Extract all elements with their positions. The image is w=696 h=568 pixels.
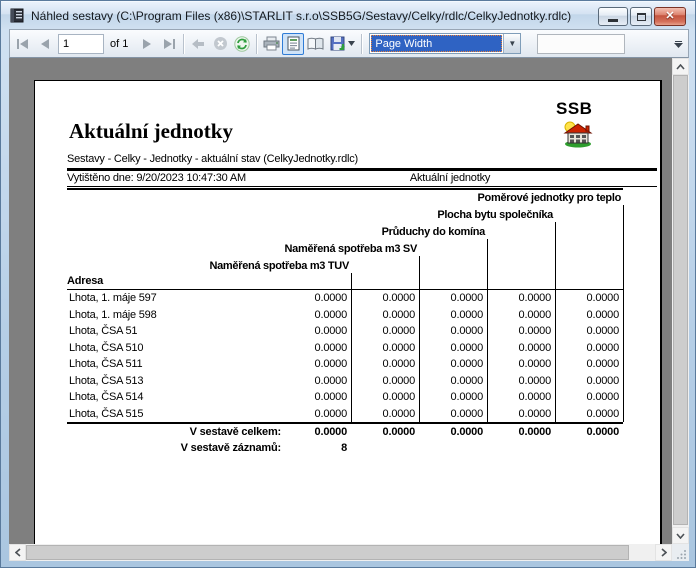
vertical-scroll-thumb[interactable] (673, 75, 688, 525)
first-page-icon (16, 38, 30, 50)
row-value: 0.0000 (586, 374, 619, 387)
export-dropdown-icon (348, 41, 355, 46)
column-header-sv: Naměřená spotřeba m3 SV (284, 243, 417, 255)
page-setup-icon (307, 37, 324, 51)
column-header-plocha: Plocha bytu společníka (437, 209, 553, 221)
last-page-button[interactable] (158, 33, 180, 55)
overflow-bar-icon (675, 41, 682, 43)
column-header-pruduchy: Průduchy do komína (381, 226, 485, 238)
record-count-label: V sestavě záznamů: (180, 442, 281, 454)
row-value: 0.0000 (450, 407, 483, 420)
table-row (35, 389, 660, 406)
column-header-teplo: Poměrové jednotky pro teplo (477, 192, 621, 204)
report-subtitle: Sestavy - Celky - Jednotky - aktuální stav (CelkyJednotky.rdlc) (67, 153, 359, 165)
totals-row (35, 425, 660, 439)
title-bar[interactable] (1, 1, 695, 29)
row-value: 0.0000 (586, 341, 619, 354)
last-page-icon (162, 38, 176, 50)
row-value: 0.0000 (314, 325, 347, 337)
row-value: 0.0000 (518, 292, 551, 304)
toolbar-separator (183, 34, 184, 54)
horizontal-scroll-thumb[interactable] (26, 545, 629, 560)
total-value: 0.0000 (518, 426, 551, 438)
row-value: 0.0000 (314, 358, 347, 370)
divider (67, 186, 657, 187)
app-icon (10, 8, 25, 23)
row-value: 0.0000 (450, 308, 483, 321)
print-button[interactable] (260, 33, 282, 55)
row-value: 0.0000 (314, 341, 347, 354)
horizontal-scrollbar[interactable] (9, 544, 672, 561)
window-title: Náhled sestavy (C:\Program Files (x86)\STARLIT s.r.o\SSB5G/Sestavy/Celky/rdlc/CelkyJednotky.rdlc) (31, 8, 572, 23)
table-top-border (67, 188, 623, 190)
close-button[interactable] (654, 7, 686, 26)
chevron-left-icon (15, 548, 21, 557)
previous-page-button[interactable] (34, 33, 56, 55)
row-address: Lhota, ČSA 513 (69, 374, 144, 387)
export-button[interactable] (326, 33, 358, 55)
row-value: 0.0000 (518, 374, 551, 387)
print-layout-button[interactable] (282, 33, 304, 55)
row-value: 0.0000 (382, 391, 415, 403)
zoom-dropdown-button[interactable] (503, 34, 520, 53)
row-value: 0.0000 (382, 325, 415, 337)
company-logo-house-icon (562, 120, 594, 148)
record-count-value: 8 (341, 442, 347, 454)
column-header-tuv: Naměřená spotřeba m3 TUV (209, 260, 349, 272)
row-value: 0.0000 (450, 325, 483, 337)
row-address: Lhota, ČSA 515 (69, 407, 144, 420)
stop-icon (213, 36, 228, 51)
toolbar-separator (361, 34, 362, 54)
table-bottom-border (67, 422, 623, 424)
row-address: Lhota, 1. máje 597 (69, 292, 157, 304)
vertical-scrollbar[interactable] (672, 58, 689, 544)
row-value: 0.0000 (586, 292, 619, 304)
find-text-input[interactable] (537, 34, 625, 54)
maximize-button[interactable] (630, 7, 652, 26)
row-value: 0.0000 (450, 341, 483, 354)
page-setup-button[interactable] (304, 33, 326, 55)
column-header-adresa: Adresa (67, 275, 104, 287)
total-value: 0.0000 (450, 426, 483, 438)
chevron-down-icon (676, 533, 685, 539)
row-value: 0.0000 (314, 391, 347, 403)
scroll-right-button[interactable] (655, 544, 672, 561)
row-value: 0.0000 (518, 308, 551, 321)
back-arrow-icon (191, 38, 205, 50)
row-value: 0.0000 (314, 308, 347, 321)
printed-date-label: Vytištěno dne: 9/20/2023 10:47:30 AM (67, 172, 246, 184)
row-value: 0.0000 (518, 358, 551, 370)
page-count-label: of 1 (110, 37, 129, 50)
toolbar-separator (256, 34, 257, 54)
row-value: 0.0000 (382, 358, 415, 370)
row-value: 0.0000 (586, 325, 619, 337)
total-value: 0.0000 (382, 426, 415, 438)
row-address: Lhota, ČSA 511 (69, 358, 143, 370)
chevron-down-icon: ▼ (508, 39, 517, 48)
row-address: Lhota, ČSA 51 (69, 325, 138, 337)
page-number-input[interactable] (58, 34, 104, 54)
report-page (34, 80, 662, 544)
stop-button[interactable] (209, 33, 231, 55)
table-row (35, 323, 660, 340)
chevron-up-icon (676, 64, 685, 70)
export-save-icon (330, 36, 346, 51)
company-logo-text: SSB (556, 99, 593, 118)
previous-page-icon (39, 38, 51, 50)
row-value: 0.0000 (314, 374, 347, 387)
table-row (35, 356, 660, 373)
scroll-up-button[interactable] (672, 58, 689, 75)
close-icon: ✕ (665, 10, 675, 22)
row-value: 0.0000 (314, 407, 347, 420)
row-value: 0.0000 (586, 358, 619, 370)
maximize-icon (637, 13, 646, 21)
row-value: 0.0000 (450, 358, 483, 370)
row-value: 0.0000 (518, 325, 551, 337)
table-rows (35, 290, 660, 422)
row-value: 0.0000 (450, 374, 483, 387)
row-value: 0.0000 (586, 391, 619, 403)
table-row (35, 406, 660, 423)
zoom-combobox[interactable] (369, 33, 521, 54)
row-value: 0.0000 (382, 341, 415, 354)
chevron-right-icon (661, 548, 667, 557)
resize-grip-icon[interactable] (677, 549, 687, 559)
page-header-title: Aktuální jednotky (409, 172, 491, 184)
table-row (35, 307, 660, 324)
divider (67, 168, 657, 171)
toolbar (9, 29, 689, 58)
toolbar-overflow-button[interactable] (671, 34, 685, 55)
record-count-row (35, 441, 660, 455)
overflow-chevron-icon (674, 43, 683, 48)
next-page-icon (141, 38, 153, 50)
row-address: Lhota, ČSA 514 (69, 391, 144, 403)
total-value: 0.0000 (314, 426, 347, 438)
row-value: 0.0000 (450, 391, 483, 403)
row-value: 0.0000 (518, 391, 551, 403)
row-address: Lhota, 1. máje 598 (69, 308, 157, 321)
next-page-button[interactable] (136, 33, 158, 55)
row-value: 0.0000 (382, 308, 415, 321)
zoom-selected-value: Page Width (371, 35, 502, 52)
row-value: 0.0000 (382, 407, 415, 420)
refresh-icon (234, 36, 250, 52)
back-button[interactable] (187, 33, 209, 55)
table-row (35, 290, 660, 307)
row-value: 0.0000 (518, 407, 551, 420)
row-value: 0.0000 (586, 407, 619, 420)
row-value: 0.0000 (382, 374, 415, 387)
table-row (35, 373, 660, 390)
document-viewer[interactable] (9, 58, 672, 544)
row-address: Lhota, ČSA 510 (69, 341, 144, 354)
table-row (35, 340, 660, 357)
scrollbar-corner (672, 544, 689, 561)
scroll-left-button[interactable] (9, 544, 26, 561)
first-page-button[interactable] (12, 33, 34, 55)
printer-icon (263, 36, 280, 51)
totals-label: V sestavě celkem: (189, 426, 281, 438)
row-value: 0.0000 (314, 292, 347, 304)
refresh-button[interactable] (231, 33, 253, 55)
row-value: 0.0000 (586, 308, 619, 321)
minimize-icon (608, 19, 618, 22)
report-title: Aktuální jednotky (69, 119, 233, 143)
row-value: 0.0000 (382, 292, 415, 304)
row-value: 0.0000 (518, 341, 551, 354)
total-value: 0.0000 (586, 426, 619, 438)
print-layout-icon (287, 36, 300, 51)
row-value: 0.0000 (450, 292, 483, 304)
minimize-button[interactable] (598, 7, 628, 26)
scroll-down-button[interactable] (672, 527, 689, 544)
